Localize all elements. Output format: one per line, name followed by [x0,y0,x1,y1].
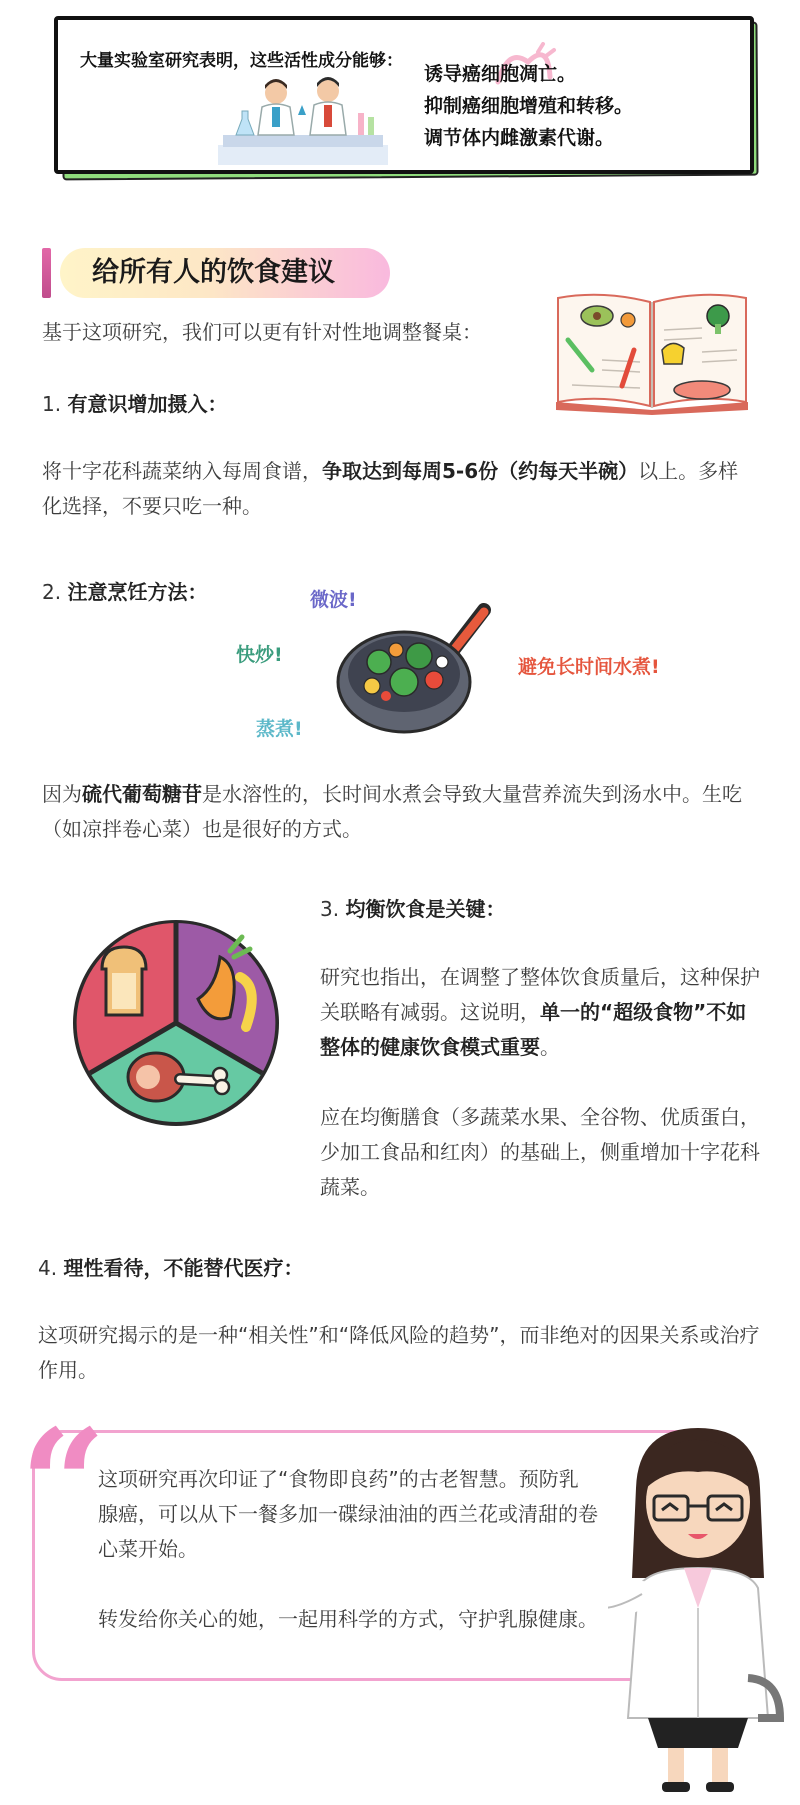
item2-text-a: 因为 [42,782,82,806]
item3-heading-text: 均衡饮食是关键： [345,897,506,921]
intro-text: 基于这项研究，我们可以更有针对性地调整餐桌： [42,320,482,344]
quote-para2: 转发给你关心的她，一起用科学的方式，守护乳腺健康。 [98,1607,598,1631]
effects-list [424,58,633,154]
quote-para1: 这项研究再次印证了“食物即良药”的古老智慧。预防乳腺癌，可以从下一餐多加一碟绿油油的西兰花或清甜的卷心菜开始。 [98,1467,598,1561]
research-intro: 大量实验室研究表明，这些活性成分能够： [80,51,403,71]
item2-heading-text: 注意烹饪方法： [67,580,208,604]
item2-text-bold: 硫代葡萄糖苷 [82,782,202,806]
item3-number: 3. [320,897,346,921]
item2-text [42,777,758,847]
item3-para1-b: 。 [540,1035,560,1059]
label-microwave: 微波! [310,589,357,611]
item4-heading [38,1252,303,1281]
effect-item: 诱导癌细胞凋亡。 [424,63,577,85]
item1-heading [42,388,227,417]
section-title: 给所有人的饮食建议 [92,257,335,288]
item4-text: 这项研究揭示的是一种“相关性”和“降低风险的趋势”，而非绝对的因果关系或治疗作用。 [38,1323,760,1382]
recipe-book-illustration [552,290,752,415]
item1-text [42,454,758,524]
item1-number: 1. [42,392,68,416]
section-title-bar [42,248,51,298]
item1-heading-text: 有意识增加摄入： [67,392,228,416]
item1-text-b: 以上。多样化选择，不要只吃一种。 [42,459,739,518]
effect-item: 调节体内雌激素代谢。 [424,127,615,149]
item3-heading [320,893,505,922]
item4-number: 4. [38,1256,64,1280]
item3-para1-a: 研究也指出，在调整了整体饮食质量后，这种保护关联略有减弱。这说明， [320,965,760,1024]
item1-text-a: 将十字花科蔬菜纳入每周食谱， [42,459,322,483]
research-summary-box [54,16,754,174]
item2-heading [42,576,207,605]
item3-para2: 应在均衡膳食（多蔬菜水果、全谷物、优质蛋白，少加工食品和红肉）的基础上，侧重增加十字花科蔬菜。 [320,1105,760,1199]
balanced-plate-illustration [70,917,282,1129]
doctor-illustration [608,1418,788,1798]
effect-item: 抑制癌细胞增殖和转移。 [424,95,634,117]
item3-para1 [320,960,762,1065]
label-stirfry: 快炒! [236,644,283,666]
item2-number: 2. [42,580,68,604]
vegetable-pan-illustration [334,600,504,752]
label-avoid-boiling: 避免长时间水煮! [518,656,660,678]
item3-para1-bold: 单一的“超级食物”不如整体的健康饮食模式重要 [320,1000,747,1059]
item2-text-b: 是水溶性的，长时间水煮会导致大量营养流失到汤水中。生吃（如凉拌卷心菜）也是很好的方式。 [42,782,742,841]
lab-scientists-illustration [218,75,388,167]
label-steam: 蒸煮! [256,718,303,740]
item1-text-bold: 争取达到每周5-6份（约每天半碗） [322,459,639,483]
item4-heading-text: 理性看待，不能替代医疗： [63,1256,304,1280]
quote-mark-icon: “ [20,1397,107,1573]
